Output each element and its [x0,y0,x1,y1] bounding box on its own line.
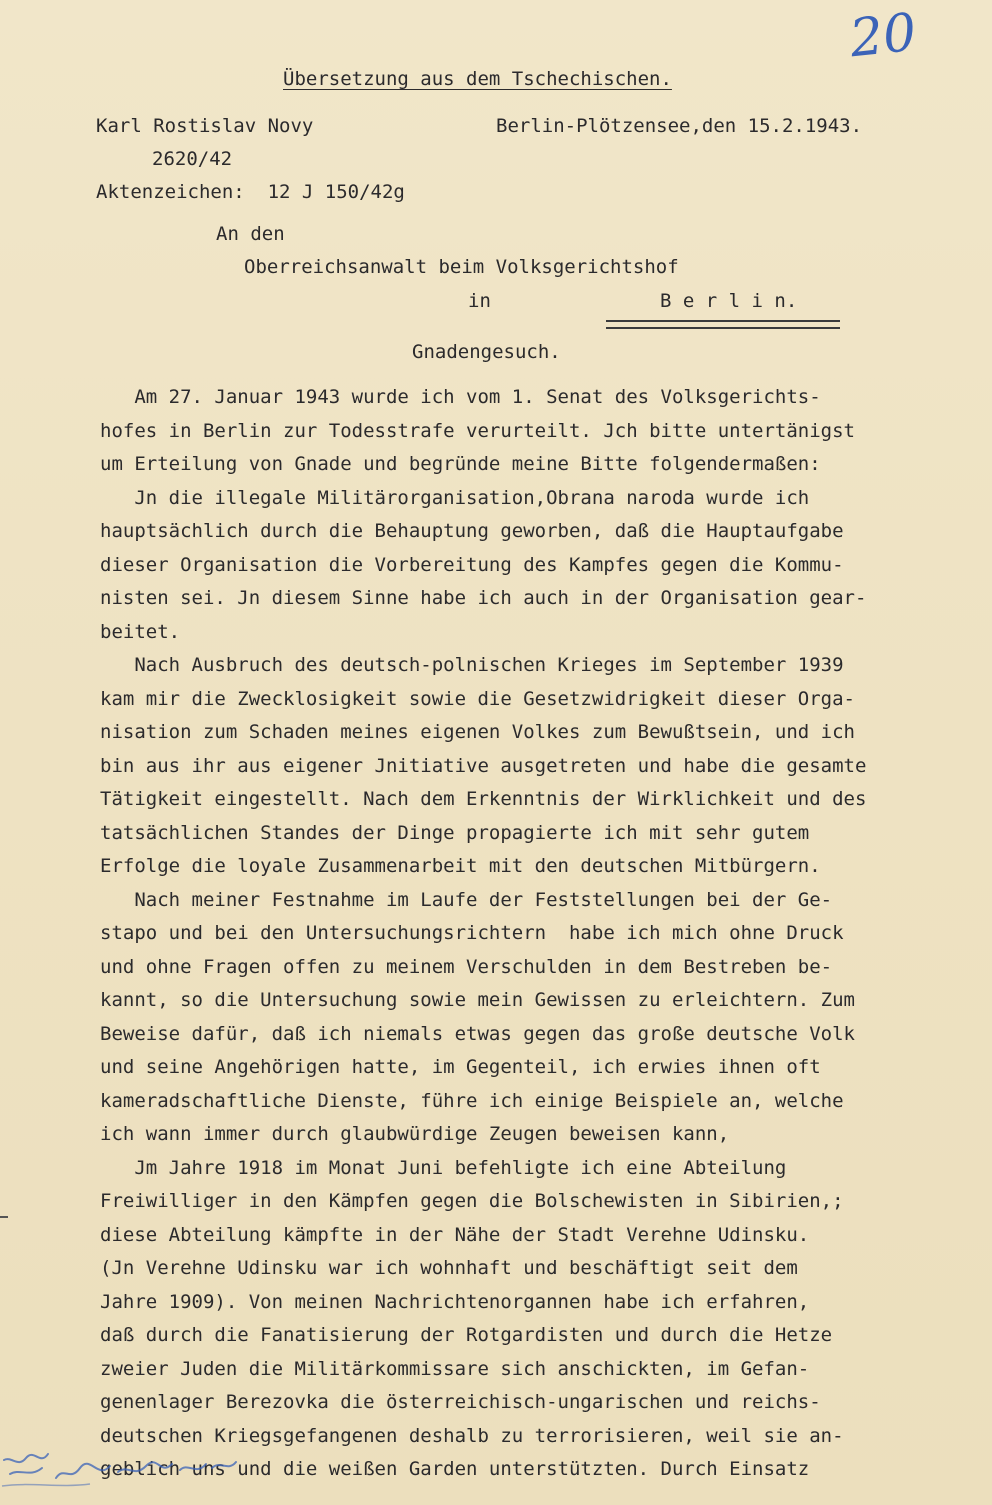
blue-stamp-signature [0,1438,240,1498]
body-line: (Jn Verehne Udinsku war ich wohnhaft und beschäftigt seit dem [100,1257,798,1279]
body-line: hofes in Berlin zur Todesstrafe verurteilt. Jch bitte untertänigst [100,420,855,442]
body-line: dieser Organisation die Vorbereitung des Kampfes gegen die Kommu- [100,554,844,576]
body-line: Jm Jahre 1918 im Monat Juni befehligte ich eine Abteilung [100,1157,787,1179]
body-line: Am 27. Januar 1943 wurde ich vom 1. Senat des Volksgerichts- [100,386,821,408]
body-line: Erfolge die loyale Zusammenarbeit mit den deutschen Mitbürgern. [100,855,821,877]
address-city: B e r l i n. [660,290,798,312]
body-line: Jahre 1909). Von meinen Nachrichtenorgannen habe ich erfahren, [100,1291,810,1313]
body-line: geblich uns und die weißen Garden unterstützten. Durch Einsatz [100,1458,810,1480]
folio-number: 20 [847,2,920,70]
margin-tick [0,1216,8,1218]
body-line: Nach Ausbruch des deutsch-polnischen Krieges im September 1939 [100,654,844,676]
body-line: Nach meiner Festnahme im Laufe der Feststellungen bei der Ge- [100,889,833,911]
body-line: daß durch die Fanatisierung der Rotgardisten und durch die Hetze [100,1324,833,1346]
address-in: in [468,290,491,312]
address-line-1: An den [216,223,285,245]
body-line: bin aus ihr aus eigener Jnitiative ausgetreten und habe die gesamte [100,755,867,777]
body-line: Beweise dafür, daß ich niemals etwas gegen das große deutsche Volk [100,1023,855,1045]
sender-name: Karl Rostislav Novy [96,115,314,137]
place-date: Berlin-Plötzensee,den 15.2.1943. [496,115,863,137]
body-line: hauptsächlich durch die Behauptung geworben, daß die Hauptaufgabe [100,520,844,542]
body-line: kannt, so die Untersuchung sowie mein Gewissen zu erleichtern. Zum [100,989,855,1011]
document-title: Übersetzung aus dem Tschechischen. [283,68,672,90]
body-line: kameradschaftliche Dienste, führe ich einige Beispiele an, welche [100,1090,844,1112]
body-line: stapo und bei den Untersuchungsrichtern habe ich mich ohne Druck [100,922,844,944]
body-line: zweier Juden die Militärkommissare sich anschickten, im Gefan- [100,1358,810,1380]
body-line: Tätigkeit eingestellt. Nach dem Erkenntnis der Wirklichkeit und des [100,788,867,810]
body-line: und seine Angehörigen hatte, im Gegenteil, ich erwies ihnen oft [100,1056,821,1078]
body-line: diese Abteilung kämpfte in der Nähe der Stadt Verehne Udinsku. [100,1224,810,1246]
address-line-2: Oberreichsanwalt beim Volksgerichtshof [244,256,679,278]
body-line: tatsächlichen Standes der Dinge propagierte ich mit sehr gutem [100,822,810,844]
city-double-underline [606,320,840,329]
body-line: nisation zum Schaden meines eigenen Volkes zum Bewußtsein, und ich [100,721,855,743]
body-line: deutschen Kriegsgefangenen deshalb zu terrorisieren, weil sie an- [100,1425,844,1447]
body-line: Jn die illegale Militärorganisation,Obrana naroda wurde ich [100,487,810,509]
body-line: Freiwilliger in den Kämpfen gegen die Bolschewisten in Sibirien,; [100,1190,844,1212]
body-line: kam mir die Zwecklosigkeit sowie die Gesetzwidrigkeit dieser Orga- [100,688,855,710]
body-line: um Erteilung von Gnade und begründe meine Bitte folgendermaßen: [100,453,821,475]
body-line: ich wann immer durch glaubwürdige Zeugen beweisen kann, [100,1123,730,1145]
body-line: und ohne Fragen offen zu meinem Verschulden in dem Bestreben be- [100,956,833,978]
subject-line: Gnadengesuch. [412,341,561,363]
body-line: beitet. [100,621,181,643]
body-line: nisten sei. Jn diesem Sinne habe ich auch in der Organisation gear- [100,587,867,609]
file-reference: Aktenzeichen: 12 J 150/42g [96,181,405,203]
body-line: genenlager Berezovka die österreichisch-ungarischen und reichs- [100,1391,821,1413]
sender-number: 2620/42 [152,148,233,170]
